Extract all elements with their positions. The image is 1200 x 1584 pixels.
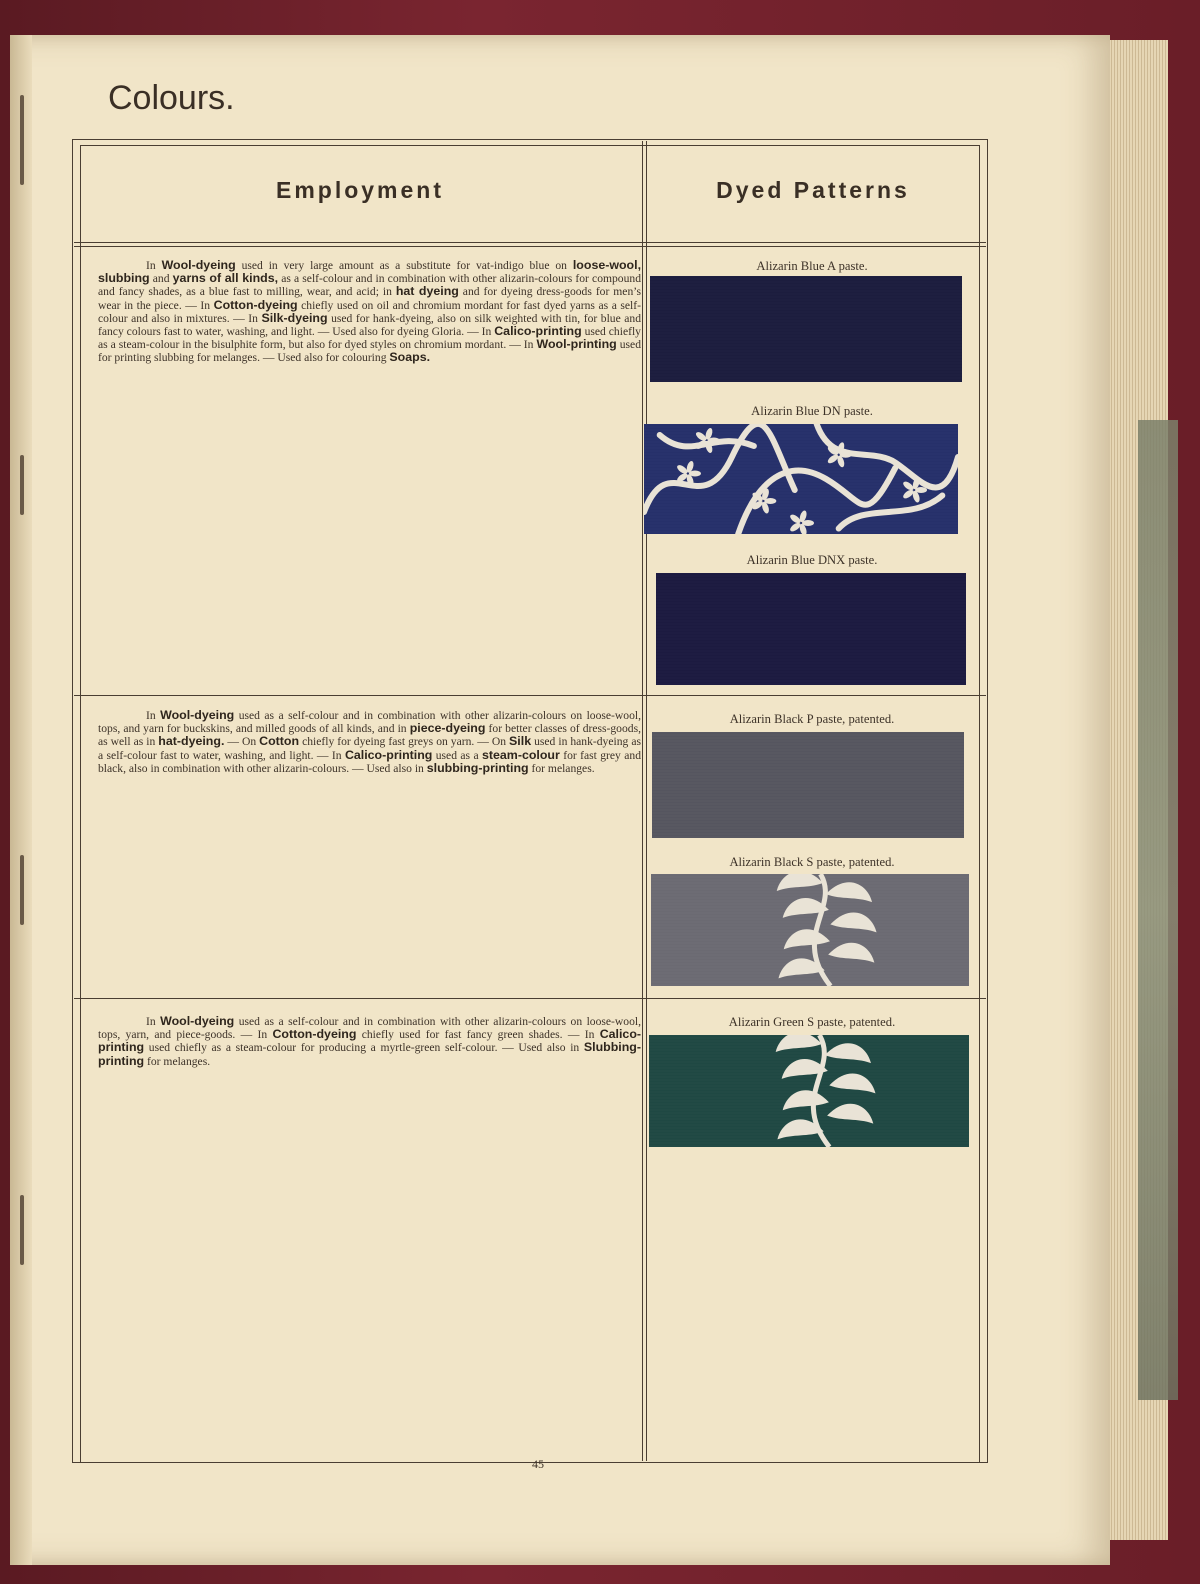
fabric-swatch-blue-dnx [656,573,966,685]
page-gutter [10,35,32,1565]
column-header-employment: Employment [275,177,445,203]
bold-term: Wool-dyeing [160,1014,235,1028]
spine-strip [1138,420,1178,1400]
row-divider [74,998,986,999]
fabric-swatch-blue-a [650,276,962,382]
pattern-label: Alizarin Blue A paste. [756,259,868,273]
employment-text: In Wool-dyeing used as a self-colour and in combination with other alizarin-colours on loose-wool, tops, yarn, and piece-goods. — In Cotton-dyeing chiefly used for fast fancy green shades. — In Calico-printing used chiefly as a steam-colour for producing a myrtle-green self-colour. — Used also in Slubbing-printing for melanges. [98,1014,642,1068]
fabric-swatch-black-p [652,732,964,838]
bold-term: yarns of all kinds, [172,271,279,286]
column-divider [646,141,647,1461]
page-number: 45 [532,1457,544,1471]
bold-term: Cotton [259,734,300,749]
stitch-mark [20,455,24,515]
header-rule [74,242,986,243]
bold-term: Cotton-dyeing [272,1027,357,1042]
bold-term: Silk-dyeing [261,310,328,325]
bold-term: Wool-dyeing [161,258,236,272]
swatch-graphic [652,732,964,838]
bold-term: slubbing-printing [426,760,529,775]
bold-term: Wool-dyeing [160,708,235,722]
bold-term: Cotton-dyeing [213,297,298,312]
header-rule [74,246,986,247]
stitch-mark [20,95,24,185]
swatch-graphic [644,424,958,534]
bold-term: Silk [509,734,532,749]
swatch-graphic [650,276,962,382]
pattern-label: Alizarin Black S paste, patented. [729,855,895,869]
bold-term: steam-colour [482,747,560,762]
bold-term: Wool-printing [536,337,617,352]
bold-term: loose-wool, slubbing [98,258,642,286]
employment-text: In Wool-dyeing used in very large amount as a substitute for vat-indigo blue on loose-wool, slubbing and yarns of all kinds, as a self-colour and in combination with other alizarin-colours for compound and fancy shades, as a blue fast to milling, wear, and acid; in hat dyeing and for dyeing dress-goods for men’s wear in the piece. — In Cotton-dyeing chiefly used on oil and chromium mordant for fast dyed yarns as a self-colour and also in mixtures. — In Silk-dyeing used for hank-dyeing, also on silk weighted with tin, for blue and fancy colours fast to water, washing, and light. — Used also for dyeing Gloria. — In Calico-printing used chiefly as a steam-colour in the bisulphite form, but also for dyed styles on chromium mordant. — In Wool-printing used for printing slubbing for melanges. — Used also for colouring Soaps. [98,258,642,365]
page-heading: Colours. [108,79,235,117]
pattern-label: Alizarin Blue DNX paste. [746,553,878,567]
bold-term: Calico-printing [98,1027,642,1055]
column-divider [642,141,643,1461]
column-header-dyed-patterns: Dyed Patterns [716,177,910,203]
swatch-graphic [651,874,969,986]
pattern-label: Alizarin Blue DN paste. [751,404,873,418]
bold-term: Calico-printing [494,324,582,339]
bold-term: piece-dyeing [409,721,486,736]
employment-text: In Wool-dyeing used as a self-colour and in combination with other alizarin-colours on loose-wool, tops, and yarn for buckskins, and milled goods of all kinds, and in piece-dyeing for better classes of dress-goods, as well as in hat-dyeing. — On Cotton chiefly for dyeing fast greys on yarn. — On Silk used in hank-dyeing as a self-colour fast to water, washing, and light. — In Calico-printing used as a steam-colour for fast grey and black, also in combination with other alizarin-colours. — Used also in slubbing-printing for melanges. [98,708,641,775]
pattern-label: Alizarin Green S paste, patented. [728,1015,896,1029]
fabric-swatch-green-s [649,1035,969,1147]
row-divider [74,695,986,696]
bold-term: Slubbing-printing [98,1040,641,1068]
fabric-swatch-black-s [651,874,969,986]
bold-term: Calico-printing [344,747,433,762]
bold-term: Soaps. [389,350,431,365]
swatch-graphic [656,573,966,685]
book-page [10,35,1110,1565]
fabric-swatch-blue-dn [644,424,958,534]
swatch-graphic [649,1035,969,1147]
bold-term: hat-dyeing. [158,734,225,749]
bold-term: hat dyeing [395,284,459,299]
pattern-label: Alizarin Black P paste, patented. [729,712,895,726]
stitch-mark [20,855,24,925]
stitch-mark [20,1195,24,1265]
